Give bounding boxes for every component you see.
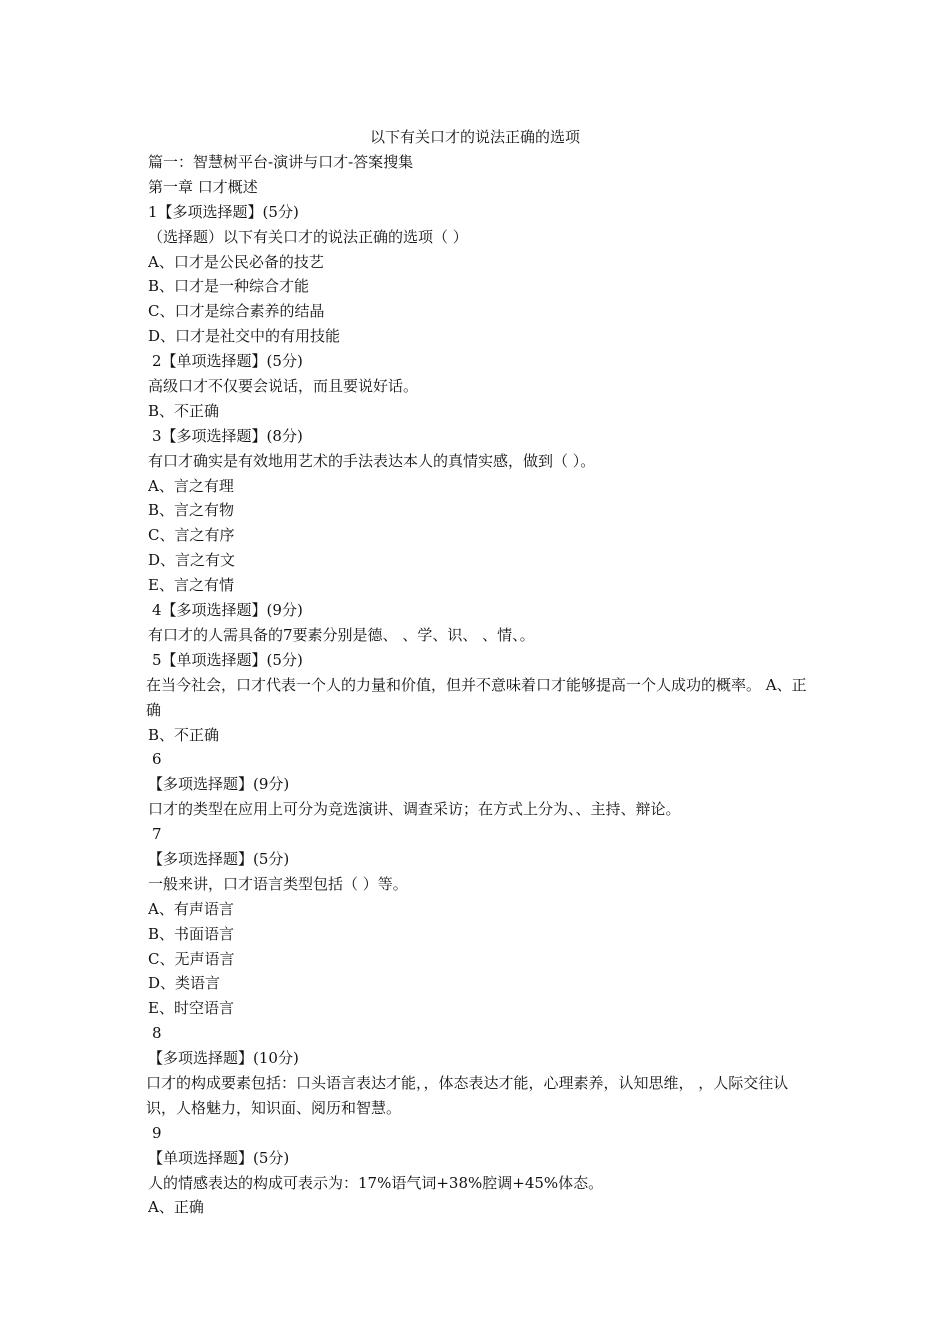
document-body: [148, 150, 813, 1220]
section-heading: 篇一：智慧树平台-演讲与口才-答案搜集: [148, 153, 414, 171]
answer-option: A、有声语言: [148, 899, 234, 918]
question-number: 6: [152, 750, 162, 769]
question-header: 2【单项选择题】(5分): [152, 352, 303, 371]
question-header: 【多项选择题】(10分): [148, 1049, 299, 1068]
answer-option: D、类语言: [148, 974, 221, 993]
question-text: 口才的构成要素包括：口头语言表达才能，，体态表达才能，心理素养，认知思维， ，人际交往认识，人格魅力，知识面、阅历和智慧。: [146, 1073, 789, 1117]
question-text: 口才的类型在应用上可分为竞选演讲、调查采访；在方式上分为、、主持、辩论。: [148, 800, 681, 819]
question-text: 一般来讲，口才语言类型包括（ ）等。: [148, 874, 408, 893]
question-header: 【单项选择题】(5分): [148, 1148, 290, 1167]
question-text: 在当今社会，口才代表一个人的力量和价值，但并不意味着口才能够提高一个人成功的概率。 A、正确: [146, 675, 807, 719]
question-header: 4【多项选择题】(9分): [152, 601, 303, 620]
question-header: 3【多项选择题】(8分): [152, 426, 303, 445]
chapter-heading: 第一章 口才概述: [148, 177, 258, 196]
answer-option: B、言之有物: [148, 501, 235, 520]
answer-option: A、言之有理: [148, 476, 234, 495]
question-text: 高级口才不仅要会说话，而且要说好话。: [148, 377, 419, 396]
answer-option: B、不正确: [148, 401, 220, 420]
answer-option: A、正确: [148, 1198, 204, 1217]
document-title: 以下有关口才的说法正确的选项: [369, 128, 580, 146]
answer-option: B、不正确: [148, 725, 220, 744]
answer-option: E、时空语言: [148, 999, 234, 1018]
question-header: 5【单项选择题】(5分): [152, 650, 303, 669]
answer-option: D、口才是社交中的有用技能: [148, 327, 341, 346]
answer-option: C、言之有序: [148, 526, 235, 545]
answer-option: B、口才是一种综合才能: [148, 277, 310, 296]
question-number: 7: [152, 825, 162, 844]
question-header: 【多项选择题】(9分): [148, 775, 290, 794]
answer-option: C、无声语言: [148, 949, 235, 968]
answer-option: B、书面语言: [148, 924, 235, 943]
question-text: 有口才的人需具备的7要素分别是德、 、学、识、 、情、。: [148, 625, 535, 644]
question-header: 1【多项选择题】(5分): [148, 202, 299, 221]
question-header: 【多项选择题】(5分): [148, 849, 290, 868]
question-number: 9: [152, 1123, 162, 1142]
answer-option: E、言之有情: [148, 576, 234, 595]
question-text: 人的情感表达的构成可表示为：17%语气词+38%腔调+45%体态。: [148, 1173, 604, 1192]
answer-option: C、口才是综合素养的结晶: [148, 302, 325, 321]
answer-option: A、口才是公民必备的技艺: [148, 252, 324, 271]
question-text: 有口才确实是有效地用艺术的手法表达本人的真情实感，做到（ ）。: [148, 451, 596, 470]
answer-option: D、言之有文: [148, 551, 236, 570]
question-number: 8: [152, 1024, 162, 1043]
question-text: （选择题）以下有关口才的说法正确的选项（ ）: [148, 227, 468, 246]
